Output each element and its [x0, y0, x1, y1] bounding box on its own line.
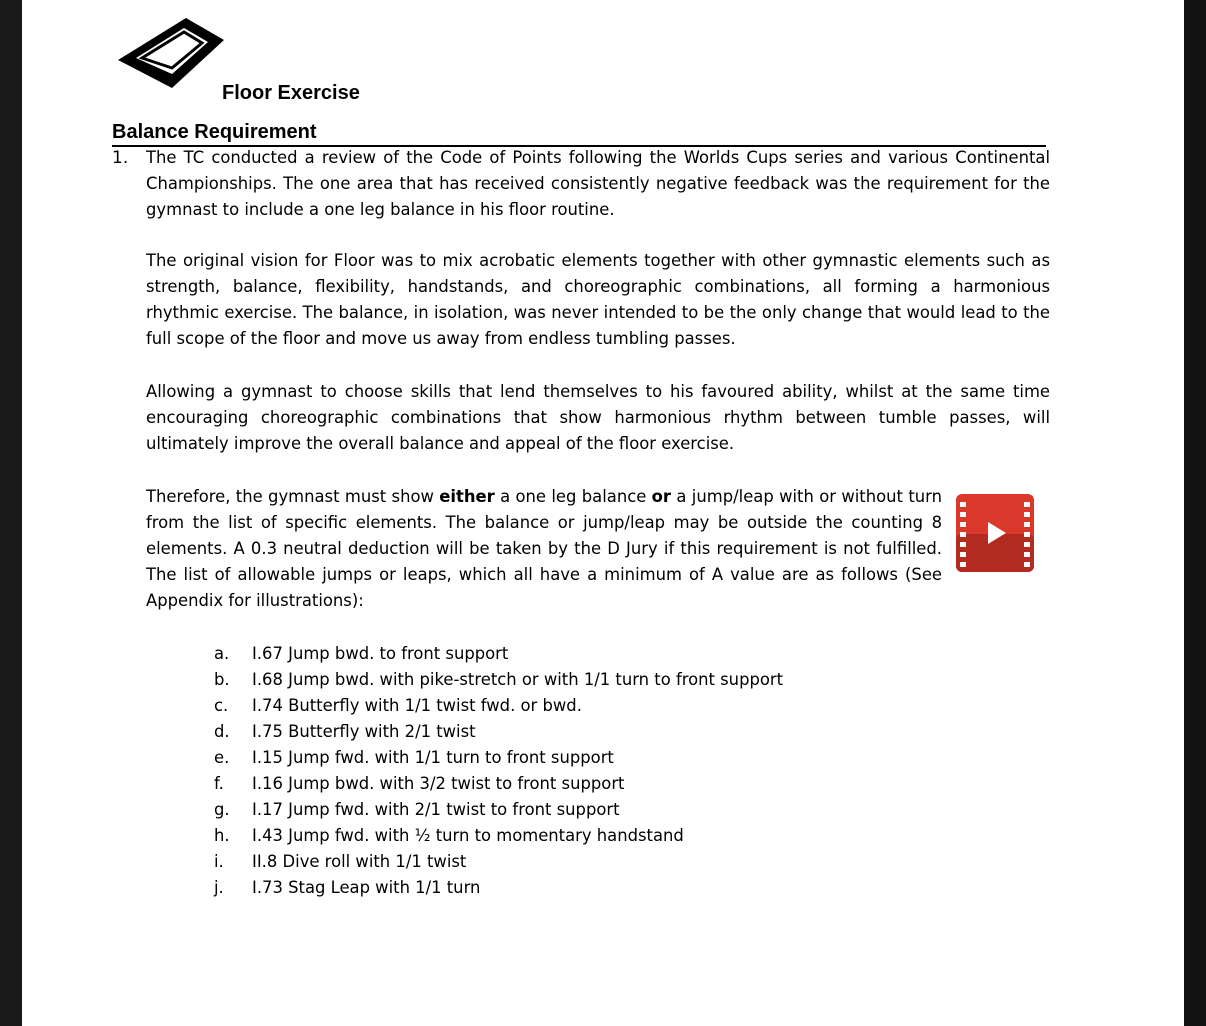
list-marker: b.: [214, 670, 230, 689]
list-item: [214, 667, 783, 693]
paragraph-1: The TC conducted a review of the Code of Points following the Worlds Cups series and various Continental Championships. The one area that has received consistently negative feedback was the requirement for the gymnast to include a one leg balance in his floor routine.: [146, 148, 1050, 219]
list-marker: g.: [214, 800, 230, 819]
section-heading: Balance Requirement: [112, 119, 1046, 147]
list-item: [214, 745, 783, 771]
list-item: [214, 849, 783, 875]
list-marker: i.: [214, 852, 224, 871]
page-title: Floor Exercise: [222, 82, 360, 104]
video-play-icon[interactable]: [956, 490, 1034, 576]
list-marker: h.: [214, 826, 230, 845]
list-marker: e.: [214, 748, 230, 767]
p4-text-1: Therefore, the gymnast must show: [146, 487, 440, 506]
list-item-text: I.68 Jump bwd. with pike-stretch or with 1/1 turn to front support: [252, 670, 784, 689]
viewer-margin-left: [0, 0, 22, 1026]
list-item-text: I.15 Jump fwd. with 1/1 turn to front support: [252, 748, 614, 767]
item-number: 1.: [112, 148, 129, 168]
list-marker: a.: [214, 644, 230, 663]
list-item-text: I.75 Butterfly with 2/1 twist: [252, 722, 476, 741]
list-item: [214, 771, 783, 797]
list-item: [214, 797, 783, 823]
list-item-text: I.17 Jump fwd. with 2/1 twist to front support: [252, 800, 620, 819]
p4-bold-or: or: [651, 487, 672, 506]
floor-apparatus-icon: [116, 16, 226, 94]
p4-text-3: a jump/leap with or without turn from the list of specific elements. The balance or jump/leap may be outside the counting 8 elements. A 0.3 neutral deduction will be taken by the D Jury if this requirement is not fulfilled. The list of allowable jumps or leaps, which all have a minimum of A value are as follows (See Appendix for illustrations):: [146, 487, 942, 610]
list-item-text: I.43 Jump fwd. with ½ turn to momentary handstand: [252, 826, 684, 845]
paragraph-4: [146, 484, 942, 614]
list-item: [214, 693, 783, 719]
p4-text-2: a one leg balance: [494, 487, 652, 506]
paragraph-3: Allowing a gymnast to choose skills that lend themselves to his favoured ability, whilst at the same time encouraging choreographic combinations that show harmonious rhythm between tumble passes, will ultimately improve the overall balance and appeal of the floor exercise.: [146, 382, 1050, 453]
list-item-text: I.73 Stag Leap with 1/1 turn: [252, 878, 481, 897]
viewer-scrollbar[interactable]: [1184, 0, 1206, 1026]
list-item-text: II.8 Dive roll with 1/1 twist: [252, 852, 467, 871]
list-item-text: I.74 Butterfly with 1/1 twist fwd. or bwd.: [252, 696, 582, 715]
list-item: [214, 823, 783, 849]
list-marker: c.: [214, 696, 229, 715]
list-item: [214, 875, 783, 901]
list-item-text: I.16 Jump bwd. with 3/2 twist to front support: [252, 774, 625, 793]
elements-list: [214, 641, 783, 901]
p4-bold-either: either: [439, 487, 495, 506]
list-marker: j.: [214, 878, 224, 897]
list-marker: d.: [214, 722, 230, 741]
paragraph-2: The original vision for Floor was to mix acrobatic elements together with other gymnastic elements such as strength, balance, flexibility, handstands, and choreographic combinations, all forming a harmonious rhythmic exercise. The balance, in isolation, was never intended to be the only change that would lead to the full scope of the floor and move us away from endless tumbling passes.: [146, 251, 1050, 348]
list-item: [214, 641, 783, 667]
list-item: [214, 719, 783, 745]
list-item-text: I.67 Jump bwd. to front support: [252, 644, 509, 663]
list-marker: f.: [214, 774, 224, 793]
